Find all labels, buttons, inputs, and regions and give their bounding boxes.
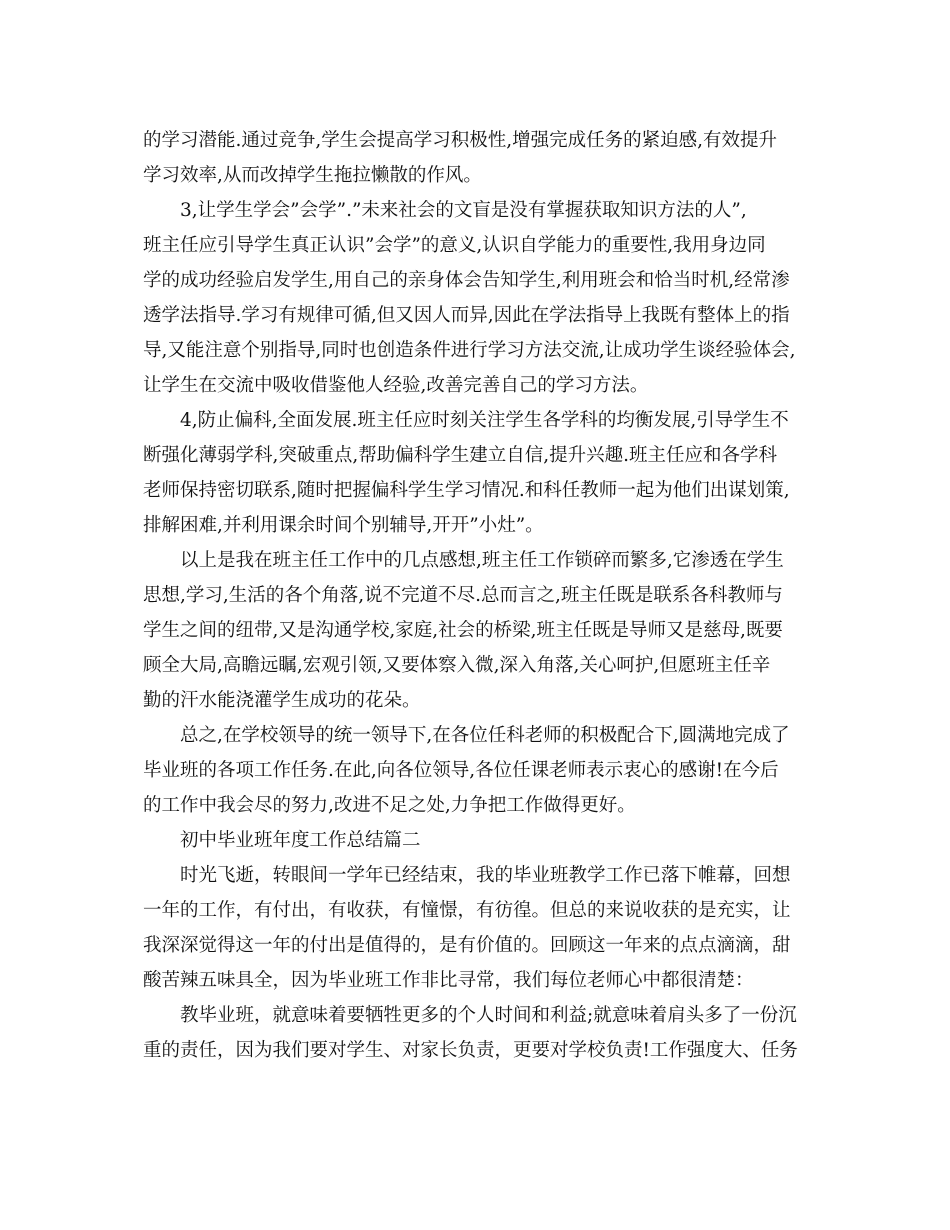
text-line: 的工作中我会尽的努力,改进不足之处,力争把工作做得更好。 (143, 795, 636, 816)
text-line: 4,防止偏科,全面发展.班主任应时刻关注学生各学科的均衡发展,引导学生不 (180, 410, 789, 431)
text-line: 我深深觉得这一年的付出是值得的，是有价值的。回顾这一年来的点点滴滴，甜 (143, 935, 791, 956)
text-line: 教毕业班，就意味着要牺牲更多的个人时间和利益;就意味着肩头多了一份沉 (180, 1005, 797, 1026)
text-line: 一年的工作，有付出，有收获，有憧憬，有彷徨。但总的来说收获的是充实，让 (143, 900, 791, 921)
text-line: 断强化薄弱学科,突破重点,帮助偏科学生建立自信,提升兴趣.班主任应和各学科 (143, 445, 778, 466)
text-line: 班主任应引导学生真正认识”会学”的意义,认识自学能力的重要性,我用身边同 (143, 235, 766, 256)
text-line: 总之,在学校领导的统一领导下,在各位任科老师的积极配合下,圆满地完成了 (180, 725, 790, 746)
text-line: 学的成功经验启发学生,用自己的亲身体会告知学生,利用班会和恰当时机,经常渗 (143, 270, 790, 291)
text-line: 毕业班的各项工作任务.在此,向各位领导,各位任课老师表示衷心的感谢!在今后 (143, 760, 779, 781)
document-body (143, 123, 815, 1068)
text-line: 初中毕业班年度工作总结篇二 (180, 830, 421, 851)
text-line: 透学法指导.学习有规律可循,但又因人而异,因此在学法指导上我既有整体上的指 (143, 305, 790, 326)
text-line: 顾全大局,高瞻远瞩,宏观引领,又要体察入微,深入角落,关心呵护,但愿班主任辛 (143, 655, 771, 676)
text-line: 学生之间的纽带,又是沟通学校,家庭,社会的桥梁,班主任既是导师又是慈母,既要 (143, 620, 783, 641)
text-line: 导,又能注意个别指导,同时也创造条件进行学习方法交流,让成功学生谈经验体会, (143, 340, 796, 361)
text-line: 的学习潜能.通过竞争,学生会提高学习积极性,增强完成任务的紧迫感,有效提升 (143, 130, 778, 151)
text-line: 酸苦辣五味具全，因为毕业班工作非比寻常，我们每位老师心中都很清楚： (143, 970, 754, 991)
text-line: 老师保持密切联系,随时把握偏科学生学习情况.和科任教师一起为他们出谋划策, (143, 480, 790, 501)
text-line: 思想,学习,生活的各个角落,说不完道不尽.总而言之,班主任既是联系各科教师与 (143, 585, 783, 606)
text-line: 让学生在交流中吸收借鉴他人经验,改善完善自己的学习方法。 (143, 375, 649, 396)
text-line: 3,让学生学会”会学”.”未来社会的文盲是没有掌握获取知识方法的人”, (180, 200, 747, 221)
text-line: 排解困难,并利用课余时间个别辅导,开开”小灶”。 (143, 515, 544, 536)
text-line: 勤的汗水能浇灌学生成功的花朵。 (143, 690, 421, 711)
text-line: 重的责任，因为我们要对学生、对家长负责，更要对学校负责!工作强度大、任务 (143, 1040, 798, 1061)
text-line: 时光飞逝，转眼间一学年已经结束，我的毕业班教学工作已落下帷幕，回想 (180, 865, 791, 886)
text-line: 以上是我在班主任工作中的几点感想,班主任工作锁碎而繁多,它渗透在学生 (180, 550, 784, 571)
text-line: 学习效率,从而改掉学生拖拉懒散的作风。 (143, 165, 482, 186)
